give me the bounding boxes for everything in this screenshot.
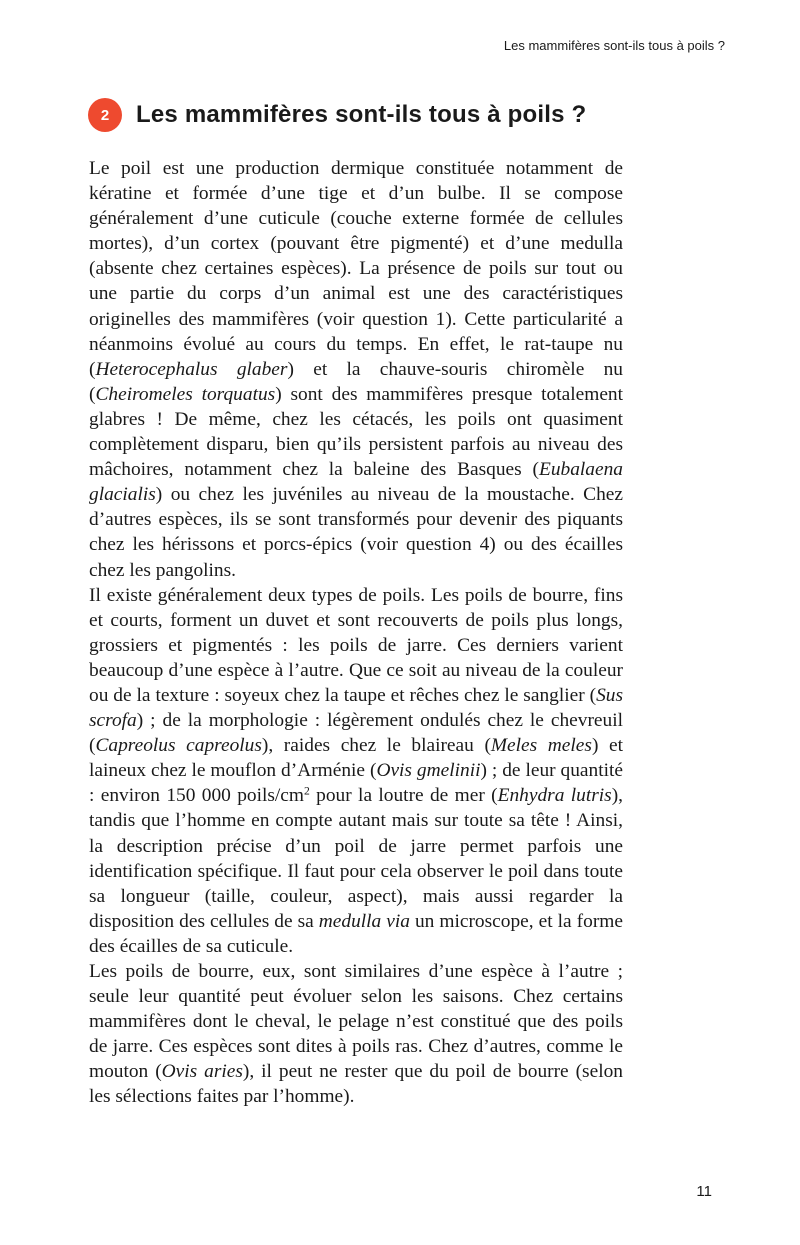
italic-text: Enhydra lutris [497,785,612,807]
paragraph [89,156,623,583]
text-run: ) ou chez les juvéniles au niveau de la moustache. Chez d’autres espèces, ils se sont transformés pour devenir des piquants chez les hérissons et porcs-épics (voir question 4) ou des écailles chez les pangolins. [89,484,623,581]
running-head: Les mammifères sont-ils tous à poils ? [503,38,725,53]
body-text [89,156,623,1110]
text-run: un microscope, et la forme des écailles de sa cuticule. [89,910,623,957]
page-number: 11 [696,1183,712,1200]
italic-text: Eubalaena glacialis [89,459,623,506]
italic-text: Ovis gmelinii [376,760,481,782]
text-run: ), raides chez le blaireau ( [261,735,491,757]
text-run: ) et la chauve-souris chiromèle nu ( [89,358,623,405]
italic-text: medulla via [318,910,410,932]
italic-text: Sus scrofa [89,684,623,732]
paragraph [89,959,623,1110]
italic-text: Capreolus capreolus [95,735,262,757]
text-run: Il existe généralement deux types de poils. Les poils de bourre, fins et courts, forment un duvet et sont recouverts de poils plus longs, grossiers et pigmentés : les poils de jarre. Ces derniers varient beaucoup d’une espèce à l’autre. Que ce soit au niveau de la couleur ou de la texture : soyeux chez la taupe et rêches chez le sanglier ( [89,584,623,706]
italic-text: Cheiromeles torquatus [95,383,276,405]
text-run: ) ; de la morphologie : légèrement ondulés chez le chevreuil ( [89,710,623,757]
text-run: Les poils de bourre, eux, sont similaires d’une espèce à l’autre ; seule leur quantité peut évoluer selon les saisons. Chez certains mammifères dont le cheval, le pelage n’est constitué que des poils de jarre. Ces espèces sont dites à poils ras. Chez d’autres, comme le mouton ( [89,961,623,1083]
superscript: 2 [304,784,310,798]
text-run: ) sont des mammifères presque totalement glabres ! De même, chez les cétacés, les poils ont quasiment complètement disparu, bien qu’ils persistent parfois au niveau des mâchoires, notamment chez la baleine des Basques ( [89,383,624,481]
question-number-badge: 2 [88,98,122,132]
paragraph [89,583,623,959]
italic-text: Ovis aries [161,1061,243,1083]
text-run: Le poil est une production dermique constituée notamment de kératine et formée d’une tige et d’un bulbe. Il se compose généralement d’une cuticule (couche externe formée de cellules mortes), d’un cortex (pouvant être pigmenté) et d’une medulla (absente chez certaines espèces). La présence de poils sur tout ou une partie du corps d’un animal est une des caractéristiques originelles des mammifères (voir question 1). Cette particularité a néanmoins évolué au cours du temps. En effet, le rat-taupe nu ( [89,158,623,380]
text-run: ), tandis que l’homme en compte autant mais sur toute sa tête ! Ainsi, la description précise d’un poil de jarre permet parfois une identification spécifique. Il faut pour cela observer le poil dans toute sa longueur (taille, couleur, aspect), mais aussi regarder la disposition des cellules de sa [89,785,624,932]
italic-text: Heterocephalus glaber [95,358,288,380]
text-run: ), il peut ne rester que du poil de bourre (selon les sélections faites par l’homme). [89,1061,623,1108]
italic-text: Meles meles [490,735,592,757]
text-run: ) ; de leur quantité : environ 150 000 poils/cm [89,760,623,807]
section-heading [88,98,730,132]
text-run: pour la loutre de mer ( [309,785,498,807]
page-title: Les mammifères sont-ils tous à poils ? [136,101,587,128]
text-run: ) et laineux chez le mouflon d’Arménie ( [89,735,623,782]
